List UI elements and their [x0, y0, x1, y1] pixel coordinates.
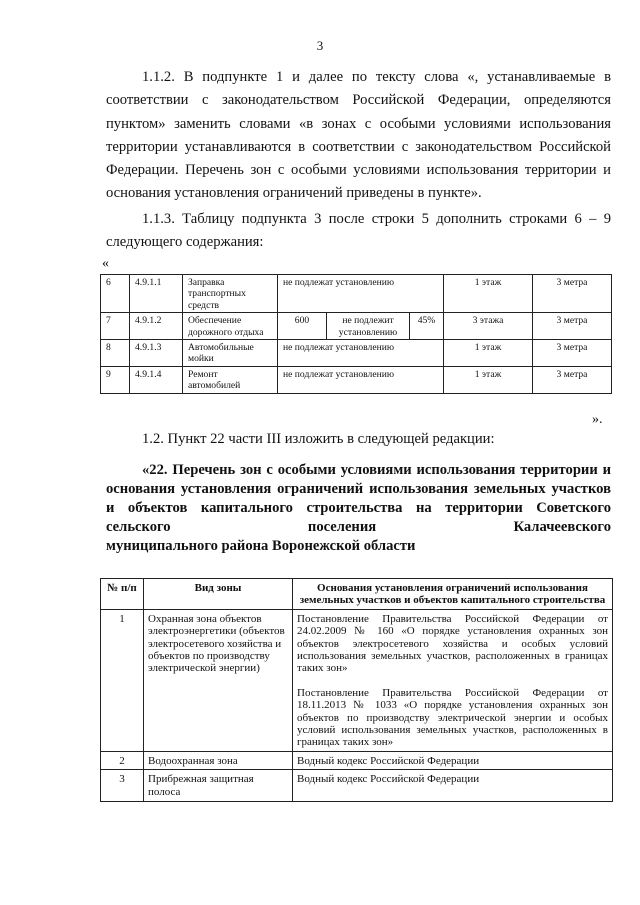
row-basis — [293, 609, 613, 751]
basis-decree-1033: Постановление Правительства Российской Федерации от 18.11.2013 № 1033 «О порядке установления охранных зон объектов по производству электрической энергии и особых условий использования земельных участков, расположенных в границах таких зон» — [297, 686, 608, 749]
table-row — [101, 313, 612, 340]
quote-open: « — [102, 256, 109, 271]
row-number: 6 — [101, 275, 130, 313]
row-value-b: не подлежит установлению — [327, 313, 410, 340]
table-row — [101, 609, 613, 751]
row-floors: 1 этаж — [444, 366, 533, 393]
row-name: Обеспечение дорожного отдыха — [183, 313, 278, 340]
row-floors: 1 этаж — [444, 340, 533, 367]
row-distance: 3 метра — [533, 366, 612, 393]
table-row — [101, 751, 613, 769]
table-row — [101, 366, 612, 393]
row-name: Автомобильные мойки — [183, 340, 278, 367]
row-distance: 3 метра — [533, 340, 612, 367]
row-basis: Водный кодекс Российской Федерации — [293, 770, 613, 802]
row-distance: 3 метра — [533, 313, 612, 340]
basis-decree-160: Постановление Правительства Российской Федерации от 24.02.2009 № 160 «О порядке установления охранных зон объектов электросетевого хозяйства и особых условий использования земельных участков, расположенных в границах таких зон» — [297, 612, 608, 675]
paragraph-1-2: 1.2. Пункт 22 части III изложить в следующей редакции: — [142, 431, 495, 447]
row-name: Ремонт автомобилей — [183, 366, 278, 393]
row-name: Заправка транспортных средств — [183, 275, 278, 313]
row-number: 2 — [101, 751, 144, 769]
row-number: 8 — [101, 340, 130, 367]
page-number: 3 — [316, 38, 324, 53]
paragraph-1-1-3: 1.1.3. Таблицу подпункта 3 после строки 5 дополнить строками 6 – 9 следующего содержания: — [106, 211, 611, 251]
table-row — [101, 770, 613, 802]
header-number: № п/п — [101, 579, 144, 610]
section-22-heading: «22. Перечень зон с особыми условиями использования территории и основания установления ограничений использования земельных участков и объектов капитального строительства на территории Советского сельского поселения Калачеевского — [106, 462, 611, 535]
row-basis: Водный кодекс Российской Федерации — [293, 751, 613, 769]
quote-close: ». — [592, 412, 603, 427]
row-merged-value: не подлежат установлению — [278, 275, 444, 313]
row-number: 7 — [101, 313, 130, 340]
row-floors: 3 этажа — [444, 313, 533, 340]
row-code: 4.9.1.2 — [130, 313, 183, 340]
row-code: 4.9.1.3 — [130, 340, 183, 367]
row-code: 4.9.1.4 — [130, 366, 183, 393]
row-distance: 3 метра — [533, 275, 612, 313]
row-value-c: 45% — [410, 313, 444, 340]
row-number: 1 — [101, 609, 144, 751]
row-value-a: 600 — [278, 313, 327, 340]
table-row — [101, 275, 612, 313]
header-basis: Основания установления ограничений использования земельных участков и объектов капитального строительства — [293, 579, 613, 610]
amendment-table — [100, 274, 612, 394]
table-header-row — [101, 579, 613, 610]
zones-table — [100, 578, 613, 802]
row-number: 3 — [101, 770, 144, 802]
row-merged-value: не подлежат установлению — [278, 366, 444, 393]
paragraph-1-1-2: 1.1.2. В подпункте 1 и далее по тексту слова «, устанавливаемые в соответствии с законодательством Российской Федерации, определяются пунктом» заменить словами «в зонах с особыми условиями использования территории устанавливаются в соответствии с законодательством Российской Федерации. Перечень зон с особыми условиями использования территории и основания установления ограничений приведены в пункте». — [106, 69, 611, 202]
row-zone: Прибрежная защитная полоса — [144, 770, 293, 802]
header-zone: Вид зоны — [144, 579, 293, 610]
row-zone: Охранная зона объектов электроэнергетики (объектов электросетевого хозяйства и объектов по производству электрической энергии) — [144, 609, 293, 751]
section-22-heading-last-line: муниципального района Воронежской области — [106, 538, 416, 554]
table-row — [101, 340, 612, 367]
row-code: 4.9.1.1 — [130, 275, 183, 313]
row-number: 9 — [101, 366, 130, 393]
row-zone: Водоохранная зона — [144, 751, 293, 769]
row-merged-value: не подлежат установлению — [278, 340, 444, 367]
row-floors: 1 этаж — [444, 275, 533, 313]
